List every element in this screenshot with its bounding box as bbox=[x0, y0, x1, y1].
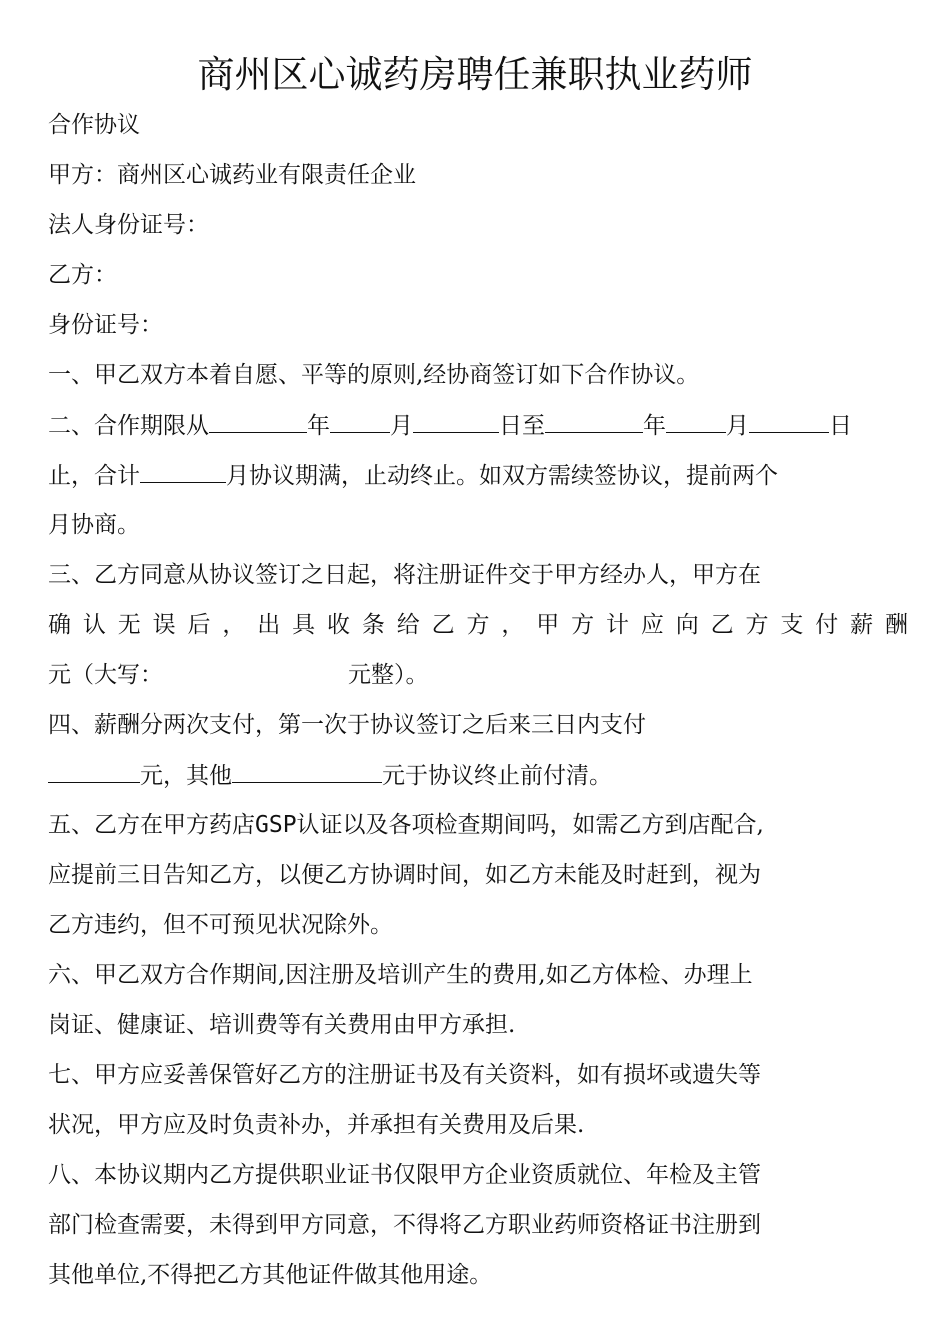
clause-3-line-3 bbox=[48, 660, 908, 690]
clause-2-line-2 bbox=[48, 460, 908, 491]
day-end-label: 日 bbox=[829, 413, 852, 439]
remaining-payment-blank[interactable] bbox=[232, 760, 382, 783]
document-title: 商州区心诚药房聘任兼职执业药师 bbox=[197, 53, 753, 96]
clause-2-prefix: 二、合作期限从 bbox=[48, 413, 209, 439]
party-b-line: 乙方： bbox=[48, 262, 117, 288]
id-number-line: 身份证号： bbox=[48, 312, 163, 338]
clause-2-expiry-text: 月协议期满，止动终止。如双方需续签协议，提前两个 bbox=[226, 463, 778, 489]
start-day-blank[interactable] bbox=[413, 410, 499, 433]
legal-id-line: 法人身份证号： bbox=[48, 212, 209, 238]
end-day-blank[interactable] bbox=[749, 410, 829, 433]
clause-7-line-1: 七、甲方应妥善保管好乙方的注册证书及有关资料，如有损坏或遗失等 bbox=[48, 1062, 761, 1088]
clause-4-line-1: 四、薪酬分两次支付，第一次于协议签订之后来三日内支付 bbox=[48, 712, 646, 738]
clause-2-line-3: 月协商。 bbox=[48, 512, 140, 538]
clause-5-line-3: 乙方违约，但不可预见状况除外。 bbox=[48, 912, 393, 938]
party-a-line bbox=[48, 160, 908, 190]
end-year-blank[interactable] bbox=[545, 410, 643, 433]
clause-6-line-2: 岗证、健康证、培训费等有关费用由甲方承担. bbox=[48, 1012, 516, 1038]
clause-2-total-label: 止，合计 bbox=[48, 463, 140, 489]
clause-8-line-3: 其他单位,不得把乙方其他证件做其他用途。 bbox=[48, 1262, 493, 1288]
clause-3-line-1: 三、乙方同意从协议签订之日起，将注册证件交于甲方经办人，甲方在 bbox=[48, 562, 761, 588]
clause-4-other-label: 元，其他 bbox=[140, 763, 232, 789]
party-a-label: 甲方： bbox=[48, 162, 117, 188]
clause-3-line-2: 确认无误后，出具收条给乙方，甲方计应向乙方支付薪酬 bbox=[48, 612, 908, 638]
start-year-blank[interactable] bbox=[209, 410, 307, 433]
clause-2-line-1 bbox=[48, 410, 908, 441]
start-month-blank[interactable] bbox=[330, 410, 390, 433]
clause-5-text-a: 五、乙方在甲方药店 bbox=[48, 812, 255, 838]
gsp-text: GSP bbox=[255, 812, 297, 838]
day-to-label: 日至 bbox=[499, 413, 545, 439]
total-months-blank[interactable] bbox=[140, 460, 226, 483]
end-month-blank[interactable] bbox=[666, 410, 726, 433]
clause-8-line-1: 八、本协议期内乙方提供职业证书仅限甲方企业资质就位、年检及主管 bbox=[48, 1162, 761, 1188]
party-a-name: 商州区心诚药业有限责任企业 bbox=[117, 162, 416, 188]
clause-1: 一、甲乙双方本着自愿、平等的原则,经协商签订如下合作协议。 bbox=[48, 362, 700, 388]
clause-7-line-2: 状况，甲方应及时负责补办，并承担有关费用及后果. bbox=[48, 1112, 585, 1138]
clause-6-line-1: 六、甲乙双方合作期间,因注册及培训产生的费用,如乙方体检、办理上 bbox=[48, 962, 753, 988]
month-label-2: 月 bbox=[726, 413, 749, 439]
year-label-2: 年 bbox=[643, 413, 666, 439]
month-label: 月 bbox=[390, 413, 413, 439]
clause-5-line-1 bbox=[48, 810, 908, 840]
clause-3-amount-end: 元整）。 bbox=[348, 662, 429, 688]
clause-4-line-2 bbox=[48, 760, 908, 791]
clause-5-text-b: 认证以及各项检查期间吗，如需乙方到店配合, bbox=[296, 812, 764, 838]
clause-8-line-2: 部门检查需要，未得到甲方同意，不得将乙方职业药师资格证书注册到 bbox=[48, 1212, 761, 1238]
clause-3-amount-label: 元（大写： bbox=[48, 662, 163, 688]
first-payment-blank[interactable] bbox=[48, 760, 140, 783]
document-subtitle: 合作协议 bbox=[48, 112, 140, 138]
year-label: 年 bbox=[307, 413, 330, 439]
clause-4-end-text: 元于协议终止前付清。 bbox=[382, 763, 612, 789]
clause-5-line-2: 应提前三日告知乙方，以便乙方协调时间，如乙方未能及时赶到，视为 bbox=[48, 862, 761, 888]
